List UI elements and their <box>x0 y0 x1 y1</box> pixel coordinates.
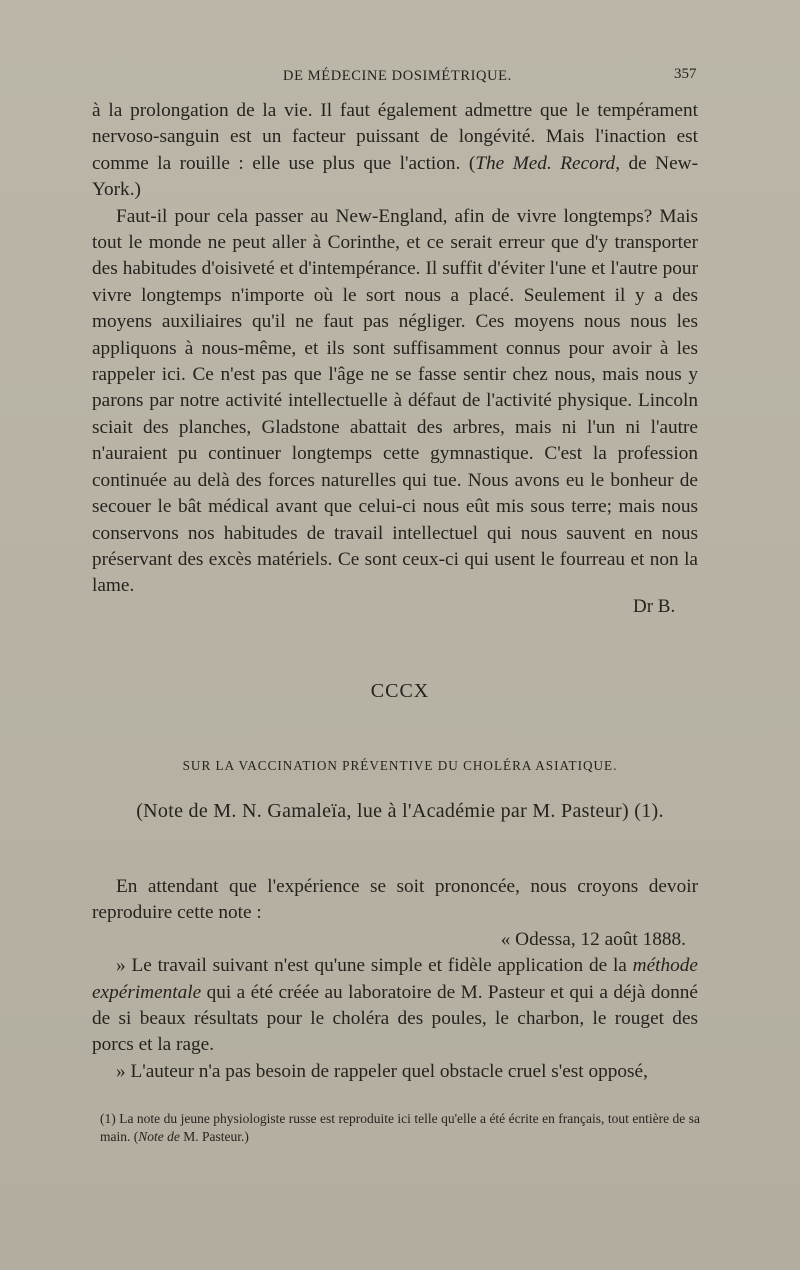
section-title: SUR LA VACCINATION PRÉVENTIVE DU CHOLÉRA ASIATIQUE. <box>182 758 618 773</box>
article-continuation <box>92 98 698 600</box>
footnote <box>100 1110 700 1146</box>
paragraph-methode-end: qui a été créée au laboratoire de M. Pasteur et qui a déjà donné de si beaux résultats pour le choléra des poules, le charbon, le rouget des porcs et la rage. <box>92 981 698 1056</box>
letter-dateline: « Odessa, 12 août 1888. <box>500 928 686 950</box>
footnote-end: M. Pasteur.) <box>179 1129 249 1144</box>
paragraph-auteur: » L'auteur n'a pas besoin de rappeler quel obstacle cruel s'est opposé, <box>116 1060 648 1082</box>
new-article-body <box>92 874 698 1085</box>
paragraph-prolongation-text: à la prolongation de la vie. Il faut également admettre que le tempérament nervoso-sanguin est un facteur puissant de longévité. Mais l'inaction est comme la rouille : elle use plus que l'action. ( <box>92 100 698 174</box>
intro-paragraph: En attendant que l'expérience se soit prononcée, nous croyons devoir reproduire cette note : <box>92 876 698 924</box>
paragraph-prolongation <box>92 98 698 204</box>
paragraph-methode-start: » Le travail suivant n'est qu'une simple et fidèle application de la <box>116 955 633 977</box>
paragraph-methode <box>92 953 698 1059</box>
running-head <box>0 66 800 90</box>
footnote-text: (1) La note du jeune physiologiste russe est reproduite ici telle qu'elle a été écrite en français, tout entière de sa main. ( <box>100 1111 700 1144</box>
emphasis-methode: méthode expérimentale <box>92 955 698 1003</box>
paragraph-new-england: Faut-il pour cela passer au New-England, afin de vivre longtemps? Mais tout le monde ne peut aller à Corinthe, et ce serait erreur que d'y transporter des habitudes d'oisiveté et d'intempérance. Il suffit d'éviter l'une et l'autre pour vivre longtemps n'importe où le sort nous a placé. Seulement il y a des moyens auxiliaires qu'il ne faut pas négliger. Ces moyens nous nous les appliquons à nous-même, et ils sont suffisamment connus pour avoir à les rappeler ici. Ce n'est pas que l'âge ne se fasse sentir chez nous, mais nous y parons par notre activité intellectuelle à défaut de l'activité physique. Lincoln sciait des planches, Gladstone abattait des arbres, mais ni l'un ni l'autre n'auraient pu continuer longtemps cette gymnastique. C'est la profession continuée au delà des forces naturelles qui tue. Nous avons eu le bonheur de secouer le bât médical avant que celui-ci nous eût mis sous terre; mais nous conservons nos habitudes de travail intellectuel qui nous sauvent en nous préservant des excès matériels. Ce sont ceux-ci qui usent le fourreau et non la lame. <box>92 205 698 597</box>
author-signature: Dr B. <box>633 596 676 617</box>
source-citation: The Med. Record <box>475 152 616 174</box>
section-subtitle: (Note de M. N. Gamaleïa, lue à l'Académie par M. Pasteur) (1). <box>136 800 664 822</box>
footnote-italic: Note de <box>138 1129 180 1144</box>
paragraph-prolongation-end: , de New-York.) <box>92 152 698 201</box>
section-number: CCCX <box>370 680 430 702</box>
running-head-title: DE MÉDECINE DOSIMÉTRIQUE. <box>283 68 512 84</box>
page-number: 357 <box>674 66 697 82</box>
